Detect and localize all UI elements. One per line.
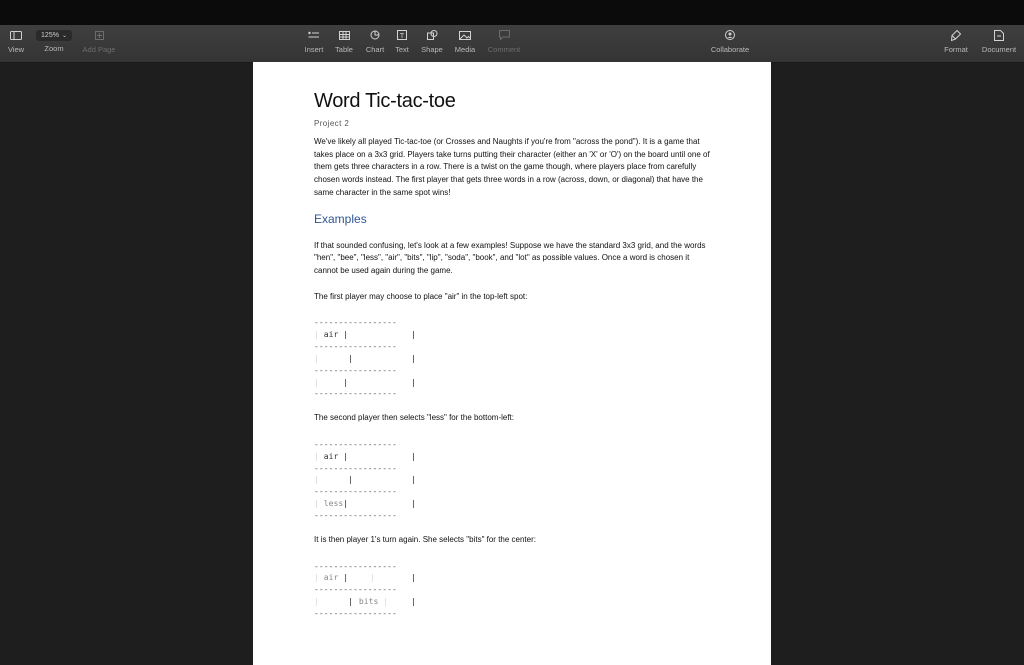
shape-icon bbox=[427, 25, 438, 45]
examples-intro-paragraph: If that sounded confusing, let's look at a few examples! Suppose we have the standard 3x3 grid, and the words "hen", "bee", "less", "air", "bits", "lip", "soda", "book", and "lot" as possible values. Once a word is chosen it cannot be used again during the game. bbox=[314, 240, 706, 275]
board-cell: | air | bbox=[314, 329, 349, 340]
zoom-control[interactable] bbox=[33, 25, 75, 62]
board-separator: ----------------- bbox=[314, 607, 397, 618]
board-separator: ----------------- bbox=[314, 438, 397, 449]
board-cell: | | bbox=[314, 352, 353, 363]
examples-heading: Examples bbox=[314, 211, 367, 226]
window-titlebar bbox=[0, 0, 1024, 25]
insert-button[interactable] bbox=[300, 25, 328, 62]
collaborate-label: Collaborate bbox=[710, 45, 750, 54]
shape-label: Shape bbox=[421, 45, 443, 54]
step2-paragraph: The second player then selects "less" for the bottom-left: bbox=[314, 413, 514, 423]
chart-label: Chart bbox=[365, 45, 385, 54]
insert-list-icon bbox=[308, 25, 320, 45]
shape-button[interactable] bbox=[418, 25, 446, 62]
board-cell: bits | bbox=[358, 596, 389, 607]
document-body[interactable] bbox=[314, 90, 714, 632]
board-separator: ----------------- bbox=[314, 341, 397, 352]
collaborate-icon bbox=[724, 25, 736, 45]
board-cell: | | bbox=[314, 376, 349, 387]
intro-paragraph: We've likely all played Tic-tac-toe (or Crosses and Naughts if you're from "across the pond"). It is a game that takes place on a 3x3 grid. Players take turns putting their character (either an 'X' or 'O') on the board until one of them gets three characters in a row. There is a twist on the game though, where players place from carefully chosen words instead. The first player that gets three words in a row (across, down, or diagonal) that have the same character in the same spot wins! bbox=[314, 137, 710, 197]
zoom-value: 125% bbox=[41, 32, 59, 39]
table-icon bbox=[339, 25, 350, 45]
board-separator: ----------------- bbox=[314, 462, 397, 473]
add-page-label: Add Page bbox=[82, 45, 116, 54]
svg-text:T: T bbox=[399, 32, 405, 40]
board-cell: | less| bbox=[314, 498, 349, 509]
board-separator: ----------------- bbox=[314, 584, 397, 595]
document-label: Document bbox=[981, 45, 1017, 54]
add-page-icon bbox=[95, 25, 104, 45]
board-3-r2c2: bits bbox=[358, 596, 379, 607]
document-icon bbox=[994, 25, 1004, 45]
step3-paragraph: It is then player 1's turn again. She selects "bits" for the center: bbox=[314, 534, 536, 544]
board-separator: ----------------- bbox=[314, 388, 397, 399]
board-cell: | | bbox=[314, 596, 353, 607]
board-cell: | bbox=[370, 572, 375, 583]
board-1-r1c1: air bbox=[323, 329, 339, 340]
board-separator: ----------------- bbox=[314, 510, 397, 520]
step1-paragraph: The first player may choose to place "air" in the top-left spot: bbox=[314, 291, 528, 301]
comment-icon bbox=[499, 25, 510, 45]
format-brush-icon bbox=[951, 25, 961, 45]
document-page[interactable] bbox=[253, 62, 771, 665]
board-2-r1c1: air bbox=[323, 450, 339, 461]
zoom-select[interactable] bbox=[36, 30, 72, 41]
media-image-icon bbox=[459, 25, 471, 45]
comment-button[interactable] bbox=[484, 25, 524, 62]
board-1: ----------------- | air | | ----------------- | | | ----------------- | | | ----------------- bbox=[314, 317, 416, 399]
sidebar-icon bbox=[10, 25, 22, 45]
board-separator: ----------------- bbox=[314, 560, 397, 571]
board-separator: ----------------- bbox=[314, 364, 397, 375]
board-separator: ----------------- bbox=[314, 486, 397, 497]
collaborate-button[interactable] bbox=[706, 25, 754, 62]
chevron-down-icon: ⌄ bbox=[61, 33, 67, 39]
view-button[interactable] bbox=[4, 25, 28, 62]
document-title: Word Tic-tac-toe bbox=[314, 90, 456, 112]
board-2: ----------------- | air | | ----------------- | | | ----------------- | less| | ----------------- bbox=[314, 438, 416, 520]
zoom-label: Zoom bbox=[44, 44, 64, 53]
text-button[interactable] bbox=[391, 25, 413, 62]
board-3: ----------------- | air | | | ----------------- | | bits | | ----------------- bbox=[314, 560, 416, 618]
board-cell: | | bbox=[314, 474, 353, 485]
board-separator: ----------------- bbox=[314, 317, 397, 328]
board-cell: | air | bbox=[314, 572, 349, 583]
document-subtitle: Project 2 bbox=[314, 119, 350, 128]
table-label: Table bbox=[335, 45, 353, 54]
table-button[interactable] bbox=[332, 25, 356, 62]
text-box-icon bbox=[397, 25, 407, 45]
comment-label: Comment bbox=[487, 45, 521, 54]
media-button[interactable] bbox=[451, 25, 479, 62]
document-button[interactable] bbox=[978, 25, 1020, 62]
board-cell: | air | bbox=[314, 450, 349, 461]
format-label: Format bbox=[944, 45, 968, 54]
media-label: Media bbox=[454, 45, 476, 54]
format-button[interactable] bbox=[940, 25, 972, 62]
view-label: View bbox=[7, 45, 25, 54]
insert-label: Insert bbox=[304, 45, 324, 54]
add-page-button[interactable] bbox=[80, 25, 118, 62]
toolbar bbox=[0, 25, 1024, 63]
board-2-r3c1: less bbox=[323, 498, 344, 509]
board-3-r1c1: air bbox=[323, 572, 339, 583]
text-label: Text bbox=[395, 45, 409, 54]
chart-button[interactable] bbox=[362, 25, 388, 62]
chart-icon bbox=[370, 25, 380, 45]
